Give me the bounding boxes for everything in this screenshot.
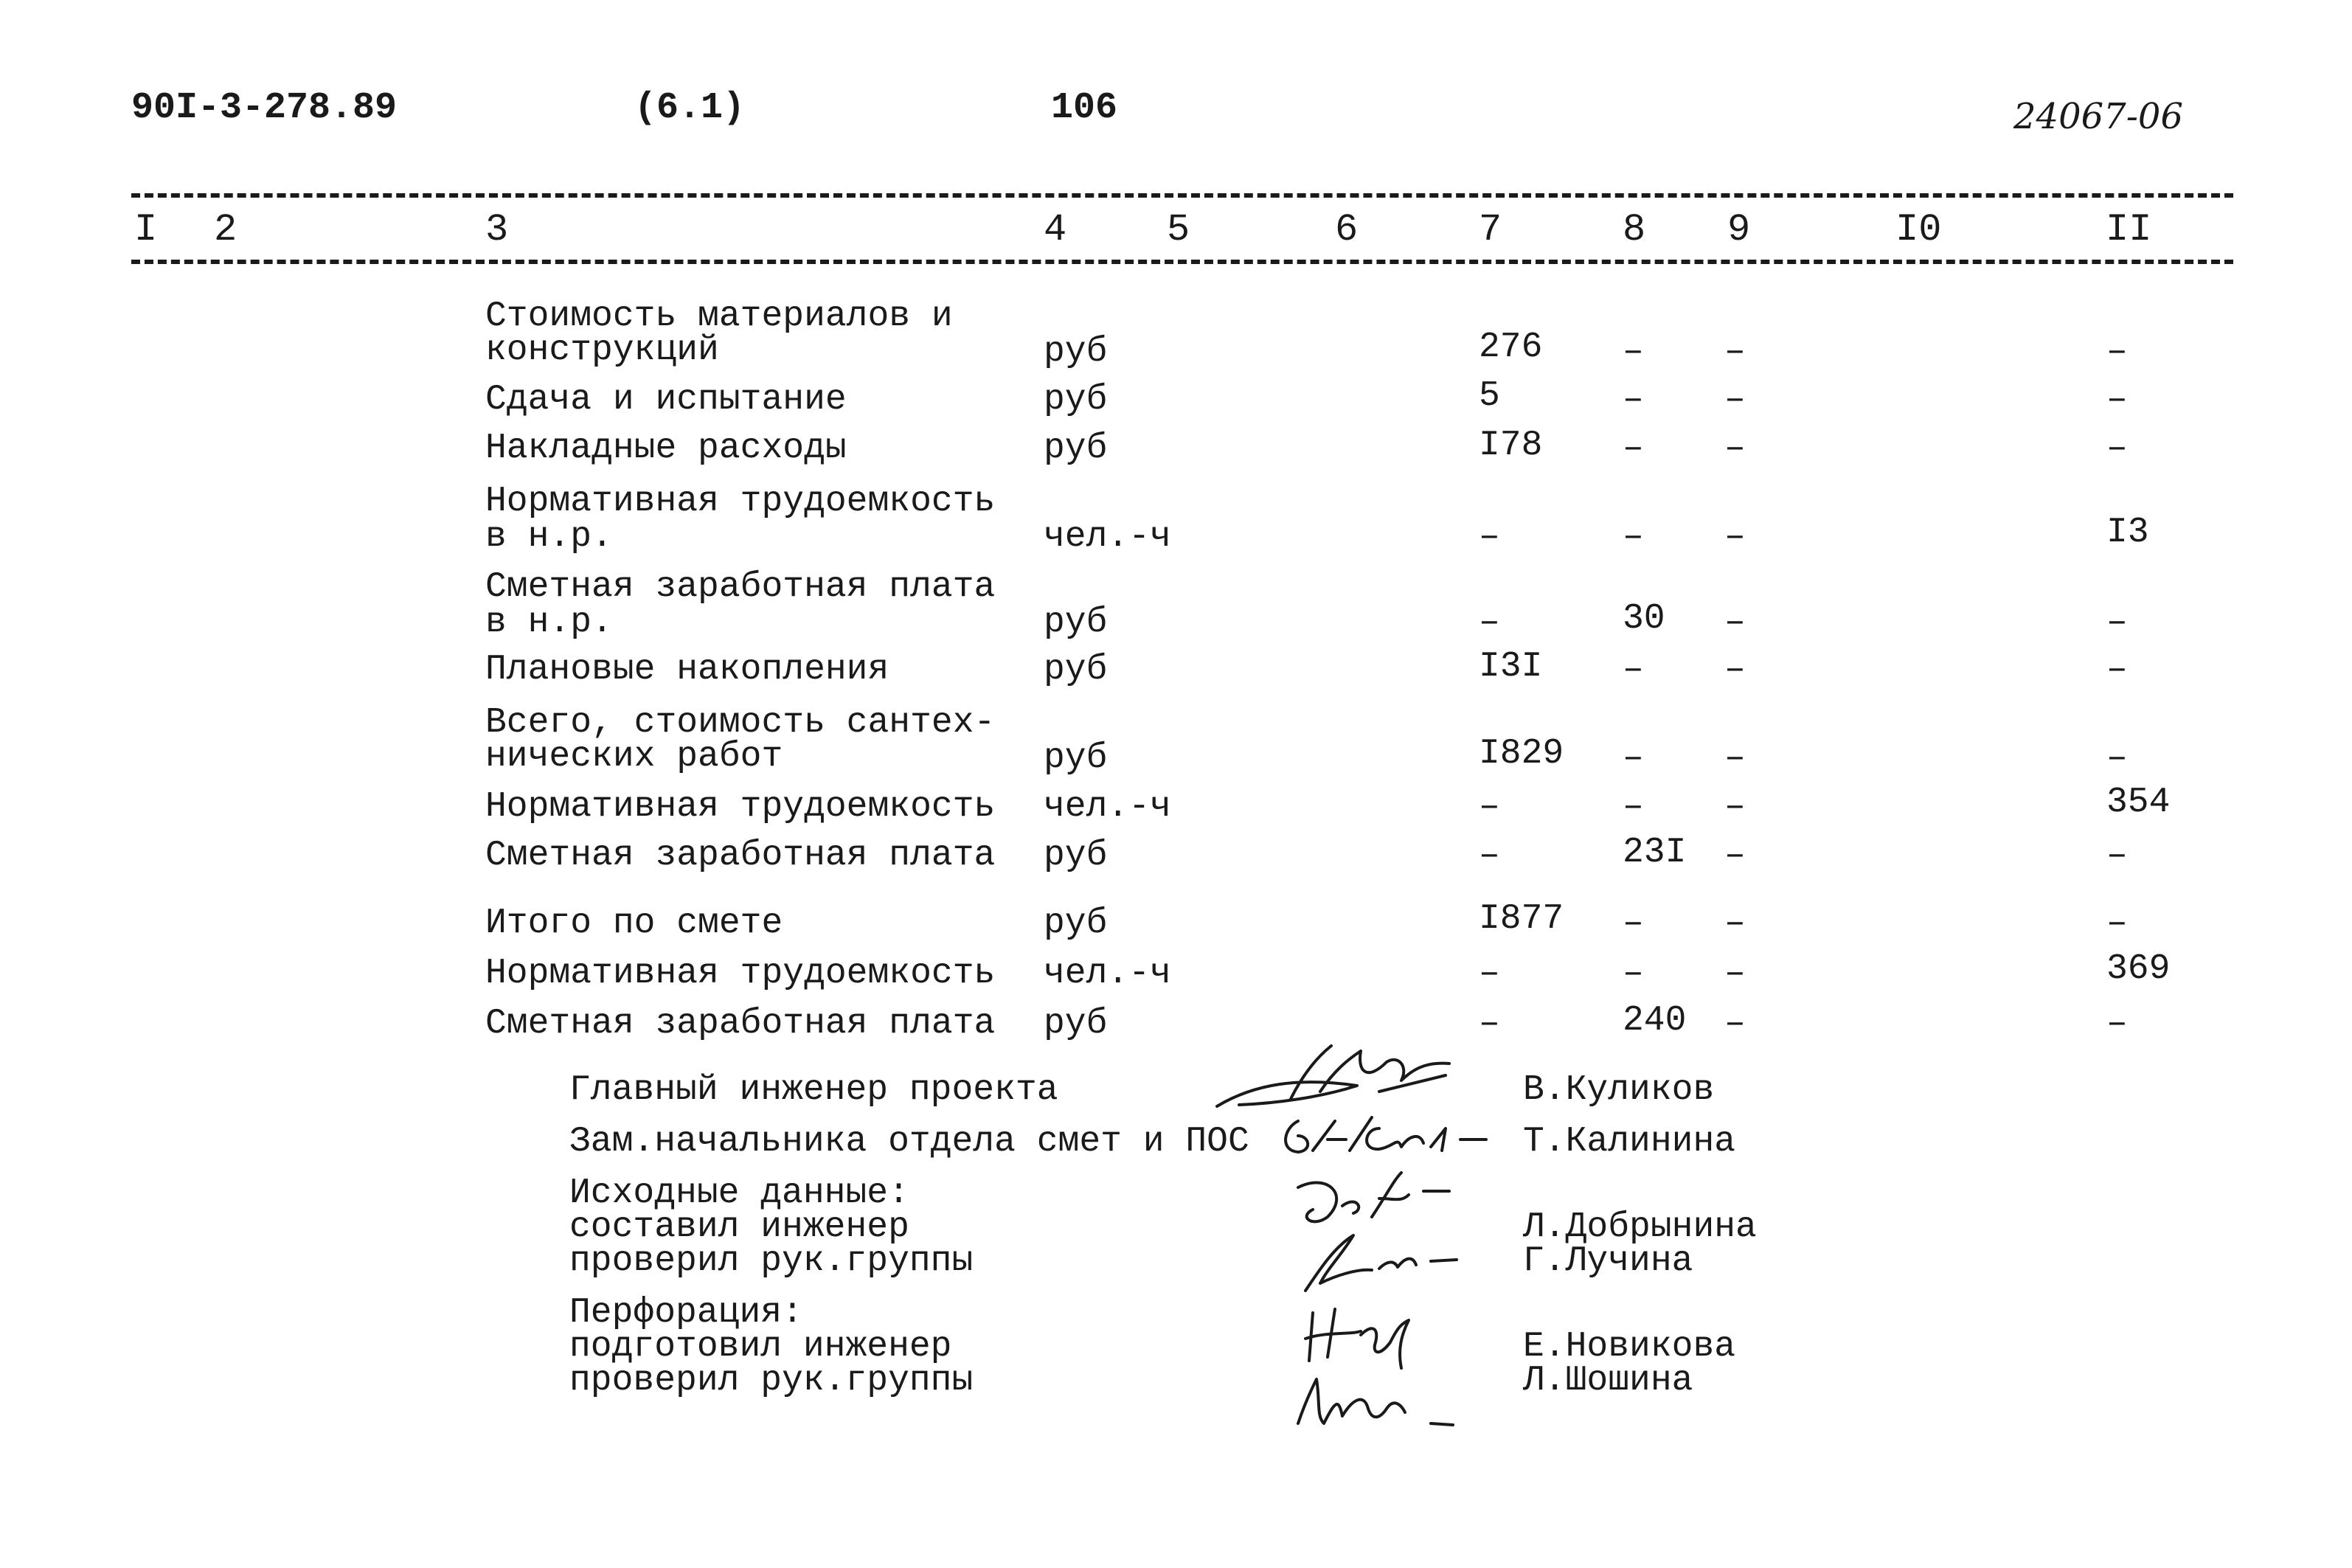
row-label: Сметная заработная плата	[485, 567, 996, 607]
cell-unit: руб	[1044, 380, 1108, 420]
cell-col11: –	[2106, 429, 2128, 468]
col-header-5: 5	[1167, 208, 1190, 251]
cell-col11: –	[2106, 1004, 2128, 1044]
deputy-head-name: Т.Калинина	[1523, 1122, 1736, 1162]
row-label: Плановые накопления	[485, 650, 889, 690]
cell-col9: –	[1724, 836, 1746, 875]
input-data-compiled-name: Л.Добрынина	[1523, 1207, 1757, 1247]
cell-col9: –	[1724, 380, 1746, 420]
cell-col7: I877	[1479, 899, 1564, 939]
cell-unit: руб	[1044, 738, 1108, 778]
cell-col9: –	[1724, 738, 1746, 778]
row-label: Стоимость материалов и	[485, 296, 953, 336]
deputy-head-role: Зам.начальника отдела смет и ПОС	[569, 1122, 1249, 1162]
input-data-checked-role: проверил рук.группы	[569, 1241, 974, 1281]
cell-col7: –	[1479, 954, 1500, 993]
input-data-title: Исходные данные:	[569, 1173, 909, 1213]
signature-shoshina	[1283, 1357, 1475, 1438]
page-number: 106	[1051, 87, 1118, 129]
cell-col11: –	[2106, 738, 2128, 778]
input-data-compiled-role: составил инженер	[569, 1207, 909, 1247]
cell-col9: –	[1724, 1004, 1746, 1044]
cell-unit: руб	[1044, 903, 1108, 943]
cell-unit: руб	[1044, 332, 1108, 372]
col-header-2: 2	[214, 208, 237, 251]
row-label: в н.р.	[485, 603, 613, 642]
cell-col7: –	[1479, 1004, 1500, 1044]
cell-unit: чел.-ч	[1044, 954, 1171, 993]
cell-col11: –	[2106, 903, 2128, 943]
cell-col7: –	[1479, 517, 1500, 557]
cell-col7: I78	[1479, 426, 1543, 465]
cell-col9: –	[1724, 517, 1746, 557]
section-number: (6.1)	[634, 87, 746, 129]
cell-col7: –	[1479, 836, 1500, 875]
col-header-6: 6	[1335, 208, 1359, 251]
row-label: Сметная заработная плата	[485, 1004, 996, 1044]
perforation-prepared-name: Е.Новикова	[1523, 1327, 1736, 1367]
cell-col11: –	[2106, 836, 2128, 875]
cell-col11: –	[2106, 332, 2128, 372]
cell-col9: –	[1724, 650, 1746, 690]
chief-engineer-name: В.Куликов	[1523, 1070, 1715, 1110]
header-rule	[131, 260, 2233, 264]
cell-unit: руб	[1044, 429, 1108, 468]
cell-col7: I829	[1479, 734, 1564, 774]
col-header-4: 4	[1044, 208, 1067, 251]
col-header-9: 9	[1727, 208, 1751, 251]
row-label: нических работ	[485, 737, 783, 777]
cell-col8: 240	[1623, 1001, 1687, 1041]
signature-luchina	[1283, 1224, 1460, 1298]
cell-col9: –	[1724, 903, 1746, 943]
cell-col9: –	[1724, 429, 1746, 468]
col-header-11: II	[2106, 208, 2152, 251]
cell-col8: –	[1623, 787, 1644, 827]
cell-col8: –	[1623, 380, 1644, 420]
cell-col9: –	[1724, 787, 1746, 827]
cell-col11: –	[2106, 380, 2128, 420]
col-header-3: 3	[485, 208, 509, 251]
row-label: в н.р.	[485, 517, 613, 557]
col-header-10: I0	[1895, 208, 1942, 251]
cell-col11: I3	[2106, 513, 2149, 552]
cell-col8: –	[1623, 429, 1644, 468]
input-data-checked-name: Г.Лучина	[1523, 1241, 1693, 1281]
cell-col7: –	[1479, 603, 1500, 642]
perforation-checked-name: Л.Шошина	[1523, 1361, 1693, 1401]
cell-col11: 354	[2106, 783, 2171, 822]
cell-col8: 30	[1623, 599, 1665, 639]
perforation-checked-role: проверил рук.группы	[569, 1361, 974, 1401]
row-label: конструкций	[485, 330, 719, 370]
cell-col8: –	[1623, 517, 1644, 557]
col-header-7: 7	[1479, 208, 1502, 251]
cell-col7: –	[1479, 787, 1500, 827]
col-header-1: I	[134, 208, 158, 251]
cell-col8: –	[1623, 903, 1644, 943]
document-code: 90I-3-278.89	[131, 87, 398, 129]
perforation-title: Перфорация:	[569, 1293, 803, 1333]
row-label: Нормативная трудоемкость	[485, 482, 996, 521]
archive-number: 24067-06	[2013, 96, 2183, 137]
top-rule	[131, 193, 2233, 198]
cell-col9: –	[1724, 332, 1746, 372]
row-label: Сметная заработная плата	[485, 836, 996, 875]
cell-unit: руб	[1044, 650, 1108, 690]
cell-col8: –	[1623, 738, 1644, 778]
row-label: Итого по смете	[485, 903, 783, 943]
cell-col11: –	[2106, 650, 2128, 690]
cell-col9: –	[1724, 603, 1746, 642]
cell-col7: 276	[1479, 327, 1543, 367]
row-label: Всего, стоимость сантех-	[485, 703, 996, 743]
cell-unit: руб	[1044, 836, 1108, 875]
cell-col8: –	[1623, 954, 1644, 993]
perforation-prepared-role: подготовил инженер	[569, 1327, 952, 1367]
row-label: Нормативная трудоемкость	[485, 954, 996, 993]
cell-col8: 23I	[1623, 833, 1687, 873]
cell-unit: чел.-ч	[1044, 787, 1171, 827]
signature-kalinina	[1276, 1106, 1497, 1165]
row-label: Накладные расходы	[485, 429, 847, 468]
cell-unit: чел.-ч	[1044, 517, 1171, 557]
col-header-8: 8	[1623, 208, 1646, 251]
row-label: Нормативная трудоемкость	[485, 787, 996, 827]
row-label: Сдача и испытание	[485, 380, 847, 420]
cell-col9: –	[1724, 954, 1746, 993]
cell-col8: –	[1623, 650, 1644, 690]
cell-col11: 369	[2106, 949, 2171, 989]
chief-engineer-role: Главный инженер проекта	[569, 1070, 1058, 1110]
cell-col7: 5	[1479, 376, 1500, 416]
cell-col7: I3I	[1479, 647, 1543, 687]
cell-unit: руб	[1044, 603, 1108, 642]
cell-col8: –	[1623, 332, 1644, 372]
cell-col11: –	[2106, 603, 2128, 642]
cell-unit: руб	[1044, 1004, 1108, 1044]
